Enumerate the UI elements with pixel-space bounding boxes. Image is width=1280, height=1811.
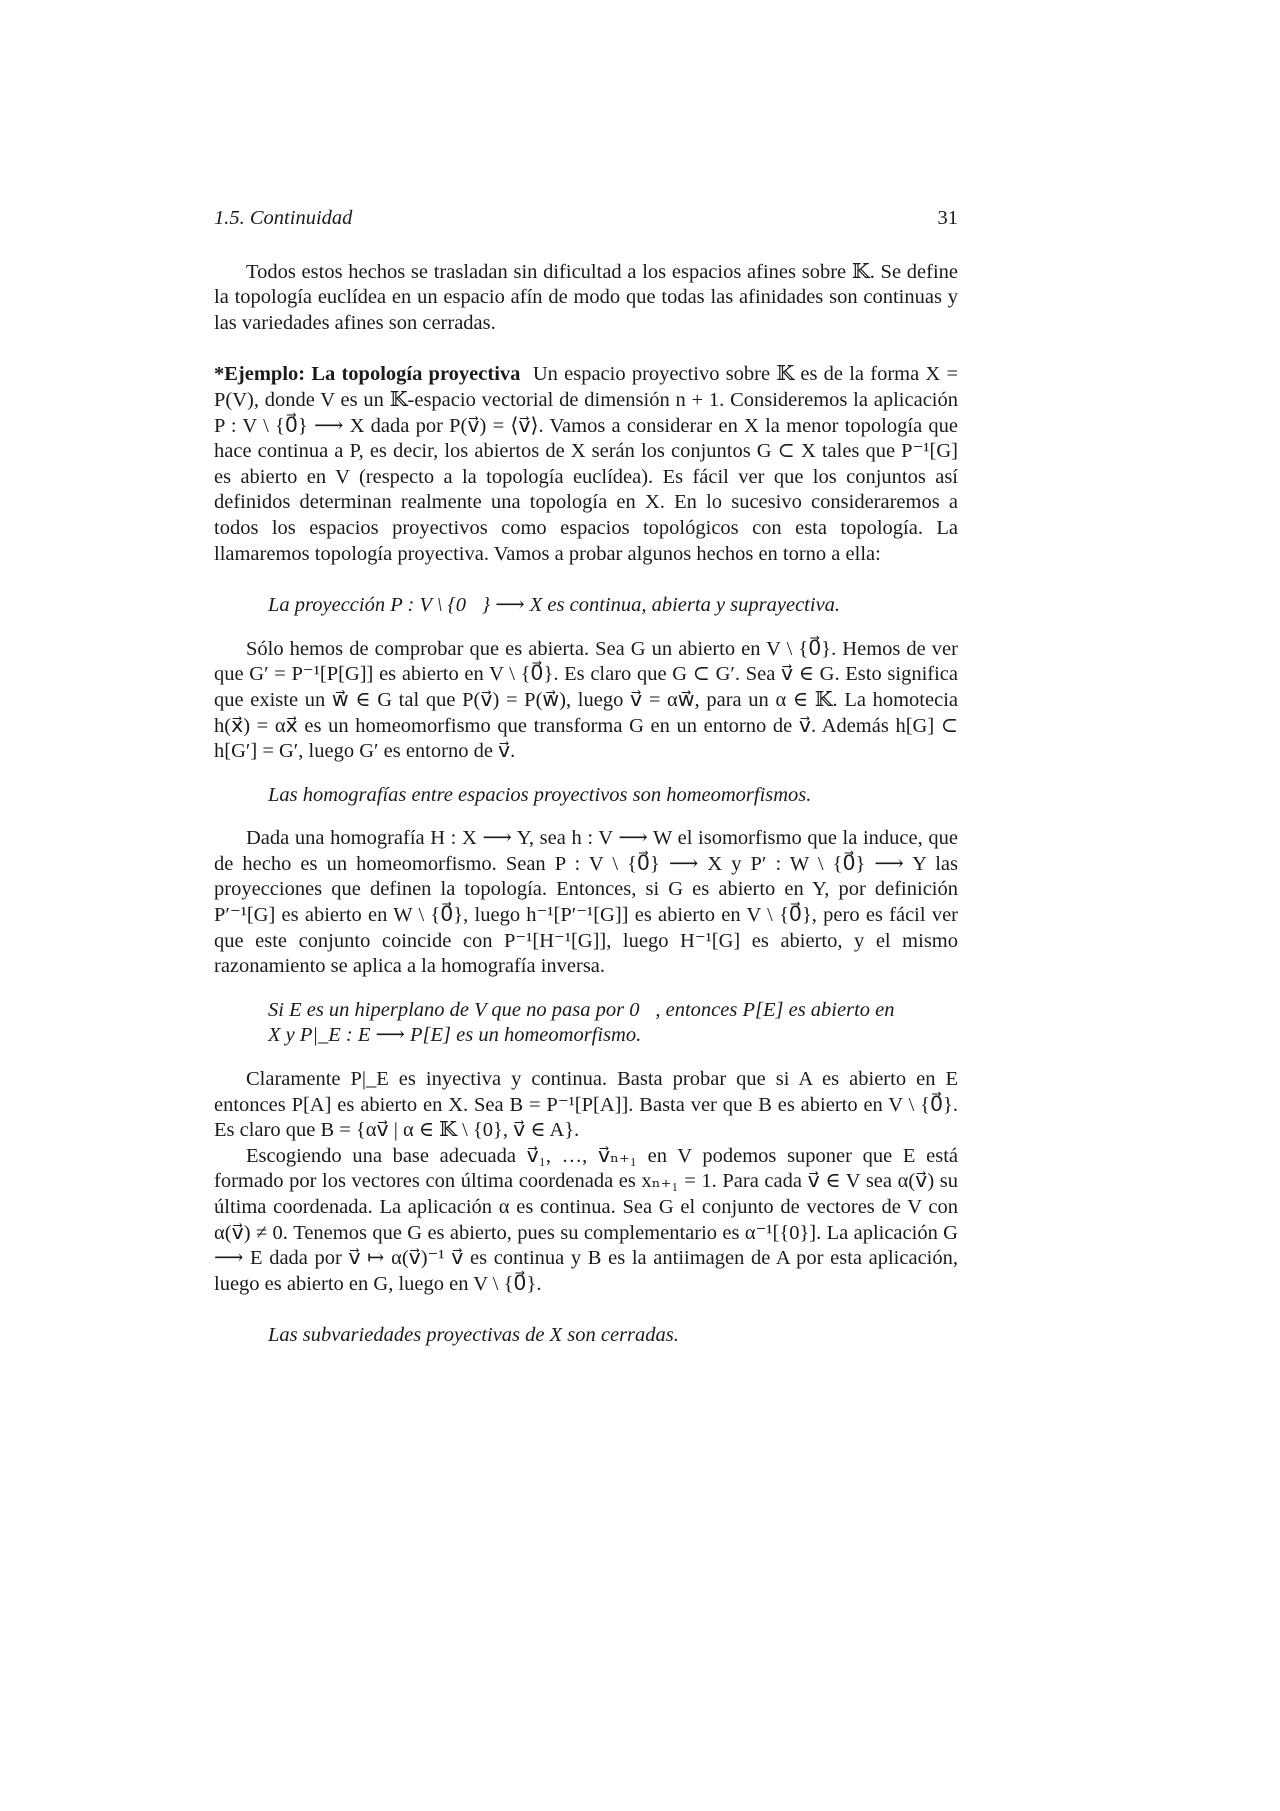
example-heading: *Ejemplo: La topología proyectiva: [214, 363, 521, 386]
statement-hyperplane: Si E es un hiperplano de V que no pasa por 0⃗, entonces P[E] es abierto en X y P|_E : E ⟶ P[E] es un homeomorfismo.: [268, 998, 895, 1047]
running-header: [214, 206, 958, 232]
page-number: 31: [937, 207, 958, 229]
example-paragraph: [214, 362, 958, 567]
section-title: 1.5. Continuidad: [214, 207, 353, 229]
statement-homographies: Las homografías entre espacios proyectivos son homeomorfismos.: [268, 783, 812, 806]
paragraph-affine-spaces: Todos estos hechos se trasladan sin dificultad a los espacios afines sobre 𝕂. Se define la topología euclídea en un espacio afín de modo que todas las afinidades son continuas y las variedades afines son cerradas.: [214, 260, 958, 334]
paragraph-basis-choice: Escogiendo una base adecuada v⃗₁, …, v⃗ₙ₊₁ en V podemos suponer que E está formado por los vectores con última coordenada es xₙ₊₁ = 1. Para cada v⃗ ∈ V sea α(v⃗) su última coordenada. La aplicación α es continua. Sea G el conjunto de vectores de V con α(v⃗) ≠ 0. Tenemos que G es abierto, pues su complementario es α⁻¹[{0}]. La aplicación G ⟶ E dada por v⃗ ↦ α(v⃗)⁻¹ v⃗ es continua y B es la antiimagen de A por esta aplicación, luego es abierto en G, luego en V \ {0⃗}.: [214, 1144, 958, 1295]
paragraph-proof-homographies: Dada una homografía H : X ⟶ Y, sea h : V ⟶ W el isomorfismo que la induce, que de hecho es un homeomorfismo. Sean P : V \ {0⃗} ⟶ X y P′ : W \ {0⃗} ⟶ Y las proyecciones que definen la topología. Entonces, si G es abierto en Y, por definición P′⁻¹[G] es abierto en W \ {0⃗}, luego h⁻¹[P′⁻¹[G]] es abierto en V \ {0⃗}, pero es fácil ver que este conjunto coincide con P⁻¹[H⁻¹[G]], luego H⁻¹[G] es abierto, y el mismo razonamiento se aplica a la homografía inversa.: [214, 827, 958, 978]
paragraph-proof-open: Sólo hemos de comprobar que es abierta. Sea G un abierto en V \ {0⃗}. Hemos de ver que G′ = P⁻¹[P[G]] es abierto en V \ {0⃗}. Es claro que G ⊂ G′. Sea v⃗ ∈ G. Esto significa que existe un w⃗ ∈ G tal que P(v⃗) = P(w⃗), luego v⃗ = αw⃗, para un α ∈ 𝕂. La homotecia h(x⃗) = αx⃗ es un homeomorfismo que transforma G en un entorno de v⃗. Además h[G] ⊂ h[G′] = G′, luego G′ es entorno de v⃗.: [214, 637, 958, 763]
paragraph-proof-hyperplane: Claramente P|_E es inyectiva y continua. Basta probar que si A es abierto en E entonces P[A] es abierto en X. Sea B = P⁻¹[P[A]]. Basta ver que B es abierto en V \ {0⃗}. Es claro que B = {αv⃗ | α ∈ 𝕂 \ {0}, v⃗ ∈ A}.: [214, 1068, 958, 1142]
statement-subvarieties-closed: Las subvariedades proyectivas de X son cerradas.: [268, 1324, 679, 1347]
page-body: [214, 206, 958, 1349]
example-body: Un espacio proyectivo sobre 𝕂 es de la forma X = P(V), donde V es un 𝕂-espacio vectorial de dimensión n + 1. Consideremos la aplicación P : V \ {0⃗} ⟶ X dada por P(v⃗) = ⟨v⃗⟩. Vamos a considerar en X la menor topología que hace continua a P, es decir, los abiertos de X serán los conjuntos G ⊂ X tales que P⁻¹[G] es abierto en V (respecto a la topología euclídea). Es fácil ver que los conjuntos así definidos determinan realmente una topología en X. En lo sucesivo consideraremos a todos los espacios proyectivos como espacios topológicos con esta topología. La llamaremos topología proyectiva. Vamos a probar algunos hechos en torno a ella:: [214, 363, 959, 565]
statement-projection-continuous: La proyección P : V \ {0⃗} ⟶ X es continua, abierta y suprayectiva.: [268, 594, 841, 617]
